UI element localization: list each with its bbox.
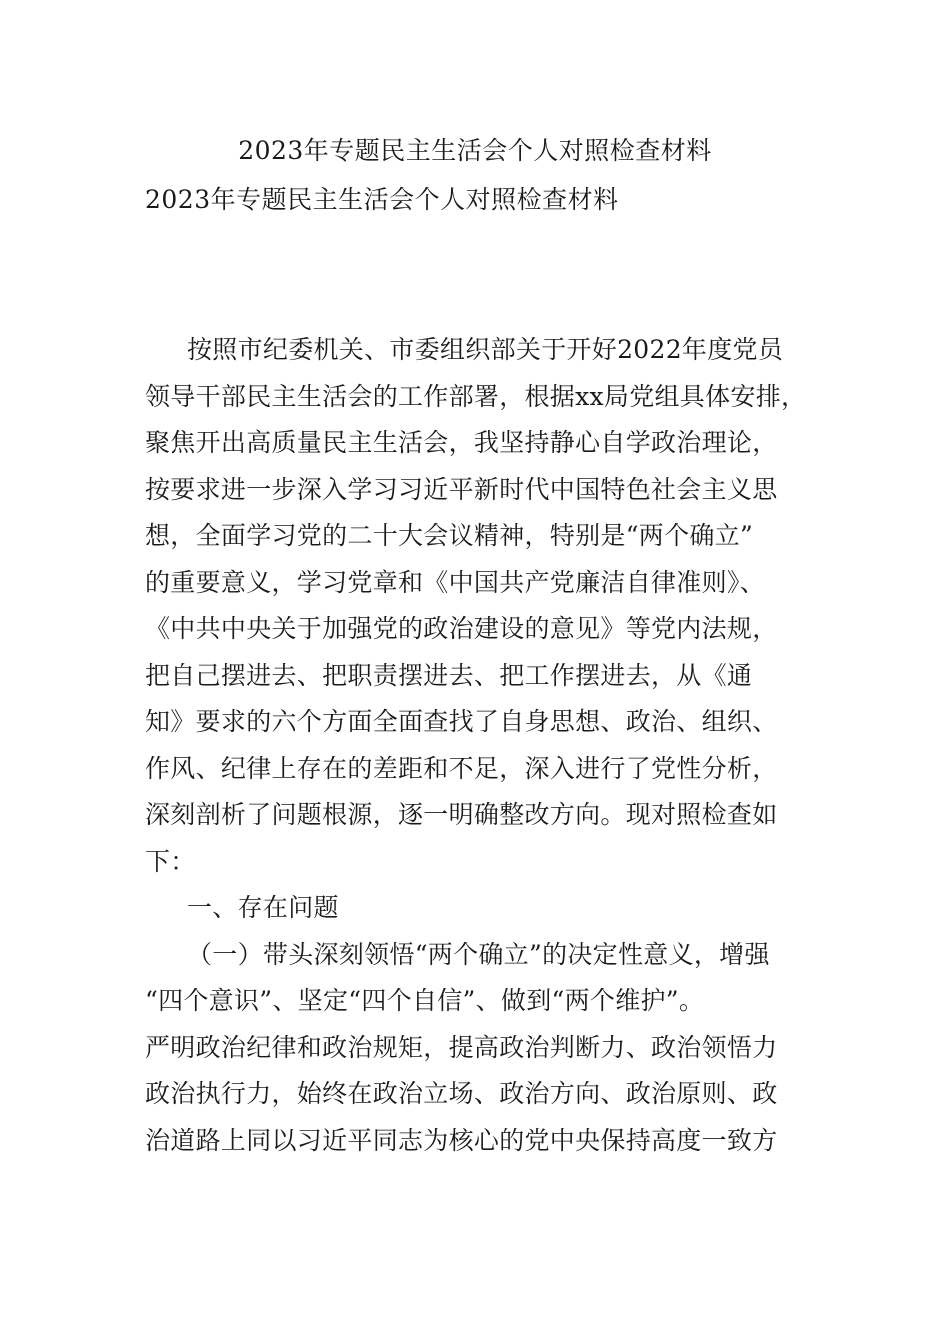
- body-line: 把自己摆进去、把职责摆进去、把工作摆进去，从《通: [145, 660, 753, 690]
- body-line: 领导干部民主生活会的工作部署，根据xx局党组具体安排，: [145, 381, 807, 411]
- body-line: 按要求进一步深入学习习近平新时代中国特色社会主义思: [145, 474, 778, 504]
- subsection-heading: （一）带头深刻领悟“两个确立”的决定性意义，增强: [187, 939, 770, 969]
- body-line: 想，全面学习党的二十大会议精神，特别是“两个确立”: [145, 521, 754, 550]
- document-title-centered: 2023年专题民主生活会个人对照检查材料: [238, 136, 712, 165]
- body-line: 聚焦开出高质量民主生活会，我坚持静心自学政治理论，: [145, 428, 778, 457]
- body-line: 作风、纪律上存在的差距和不足，深入进行了党性分析，: [145, 753, 778, 783]
- body-line: 下：: [145, 846, 196, 876]
- body-line: 《中共中央关于加强党的政治建设的意见》等党内法规，: [145, 614, 778, 643]
- document-body: [145, 327, 825, 1164]
- body-line: 严明政治纪律和政治规矩，提高政治判断力、政治领悟力: [145, 1032, 778, 1062]
- body-line: 按照市纪委机关、市委组织部关于开好2022年度党员: [187, 335, 784, 364]
- body-line: 治道路上同以习近平同志为核心的党中央保持高度一致方: [145, 1125, 778, 1155]
- body-line: 深刻剖析了问题根源，逐一明确整改方向。现对照检查如: [145, 800, 778, 829]
- body-line: 政治执行力，始终在政治立场、政治方向、政治原则、政: [145, 1079, 778, 1108]
- document-title-left: 2023年专题民主生活会个人对照检查材料: [145, 185, 619, 214]
- body-line: 的重要意义，学习党章和《中国共产党廉洁自律准则》、: [145, 567, 766, 597]
- section-heading: 一、存在问题: [187, 893, 339, 922]
- body-line: “四个意识”、坚定“四个自信”、做到“两个维护”。: [145, 986, 705, 1015]
- body-line: 知》要求的六个方面全面查找了自身思想、政治、组织、: [145, 707, 778, 736]
